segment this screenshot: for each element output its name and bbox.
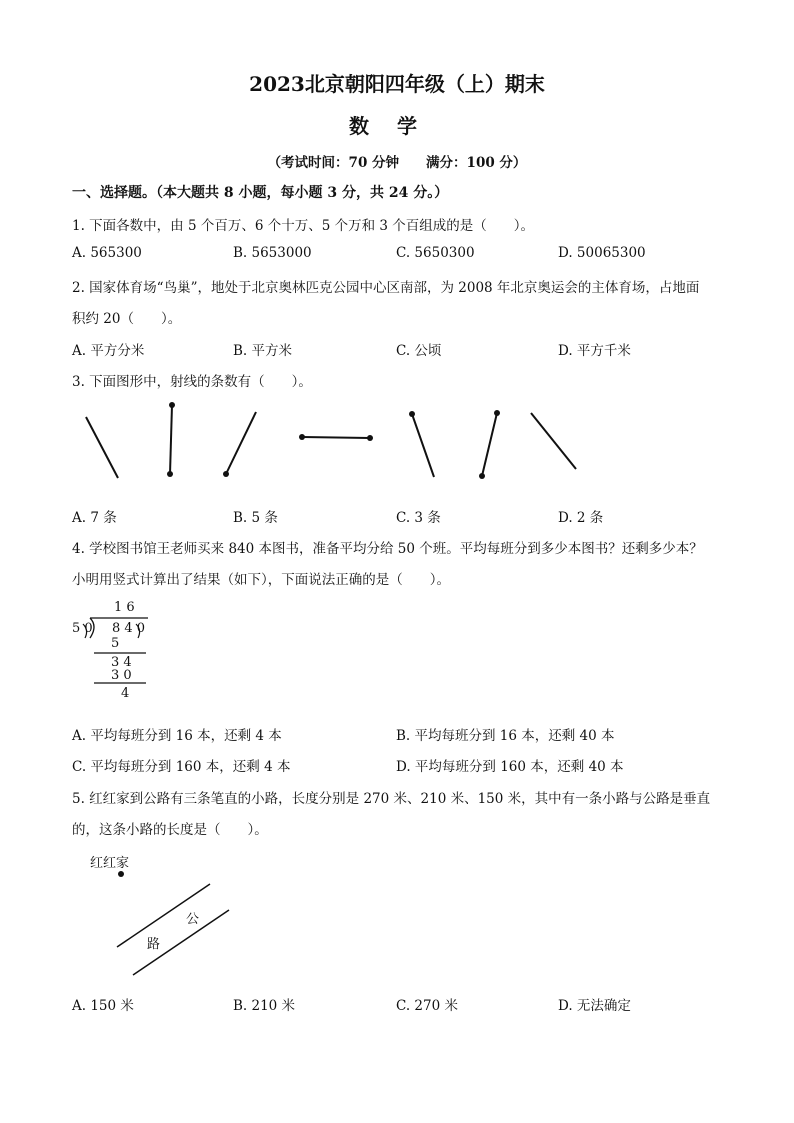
question-4-stem-line2: 小明用竖式计算出了结果（如下），下面说法正确的是（ ）。 — [72, 572, 450, 588]
section-heading: 一、选择题。（本大题共 8 小题，每小题 3 分，共 24 分。） — [72, 185, 449, 201]
question-1-option-c[interactable]: C. 5650300 — [396, 245, 475, 261]
home-label: 红红家 — [90, 856, 130, 871]
question-4-option-d[interactable]: D. 平均每班分到 160 本，还剩 40 本 — [396, 759, 624, 775]
division-quotient: 1 6 — [114, 600, 135, 615]
question-3-option-d[interactable]: D. 2 条 — [558, 510, 604, 526]
question-1-option-a[interactable]: A. 565300 — [72, 245, 142, 261]
question-4-stem-line1: 4. 学校图书馆王老师买来 840 本图书，准备平均分给 50 个班。平均每班分到多少本图书？还剩多少本？ — [72, 541, 703, 557]
question-2-stem-line2: 积约 20（ ）。 — [72, 311, 182, 327]
division-remainder: 4 — [121, 686, 130, 701]
question-1-option-b[interactable]: B. 5653000 — [233, 245, 312, 261]
question-5-option-d[interactable]: D. 无法确定 — [558, 998, 631, 1014]
question-5-option-b[interactable]: B. 210 米 — [233, 998, 296, 1014]
question-3-stem: 3. 下面图形中，射线的条数有（ ）。 — [72, 374, 312, 390]
question-5-option-c[interactable]: C. 270 米 — [396, 998, 458, 1014]
division-dividend: 8 4 0 — [112, 621, 146, 636]
question-3-option-c[interactable]: C. 3 条 — [396, 510, 441, 526]
question-5-option-a[interactable]: A. 150 米 — [72, 998, 134, 1014]
division-divisor: 5 0 — [72, 621, 93, 636]
subject-title: 数学 — [349, 114, 445, 138]
question-2-option-d[interactable]: D. 平方千米 — [558, 343, 631, 359]
division-step-1: 5 — [111, 636, 120, 651]
question-1-option-d[interactable]: D. 50065300 — [558, 245, 646, 261]
exam-info: （考试时间：70 分钟 满分：100 分） — [267, 155, 527, 171]
question-2-option-b[interactable]: B. 平方米 — [233, 343, 293, 359]
question-4-option-a[interactable]: A. 平均每班分到 16 本，还剩 4 本 — [72, 728, 282, 744]
question-4-option-b[interactable]: B. 平均每班分到 16 本，还剩 40 本 — [396, 728, 615, 744]
road-label-gong: 公 — [186, 912, 200, 927]
home-point — [118, 871, 124, 877]
question-1-stem: 1. 下面各数中，由 5 个百万、6 个十万、5 个万和 3 个百组成的是（ ）。 — [72, 218, 535, 234]
question-3-option-a[interactable]: A. 7 条 — [72, 510, 117, 526]
division-step-3: 3 0 — [111, 668, 132, 683]
question-5-stem-line2: 的，这条小路的长度是（ ）。 — [72, 822, 268, 838]
road-label-lu: 路 — [147, 937, 161, 952]
question-2-option-a[interactable]: A. 平方分米 — [72, 343, 145, 359]
page-title: 2023北京朝阳四年级（上）期末 — [249, 72, 545, 96]
question-5-stem-line1: 5. 红红家到公路有三条笔直的小路，长度分别是 270 米、210 米、150 米，其中有一条小路与公路是垂直 — [72, 791, 711, 807]
question-2-option-c[interactable]: C. 公顷 — [396, 343, 442, 359]
division-step-2: 3 4 — [111, 655, 132, 670]
question-4-option-c[interactable]: C. 平均每班分到 160 本，还剩 4 本 — [72, 759, 291, 775]
question-2-stem-line1: 2. 国家体育场“鸟巢”，地处于北京奥林匹克公园中心区南部，为 2008 年北京奥运会的主体育场，占地面 — [72, 280, 700, 296]
question-3-option-b[interactable]: B. 5 条 — [233, 510, 278, 526]
